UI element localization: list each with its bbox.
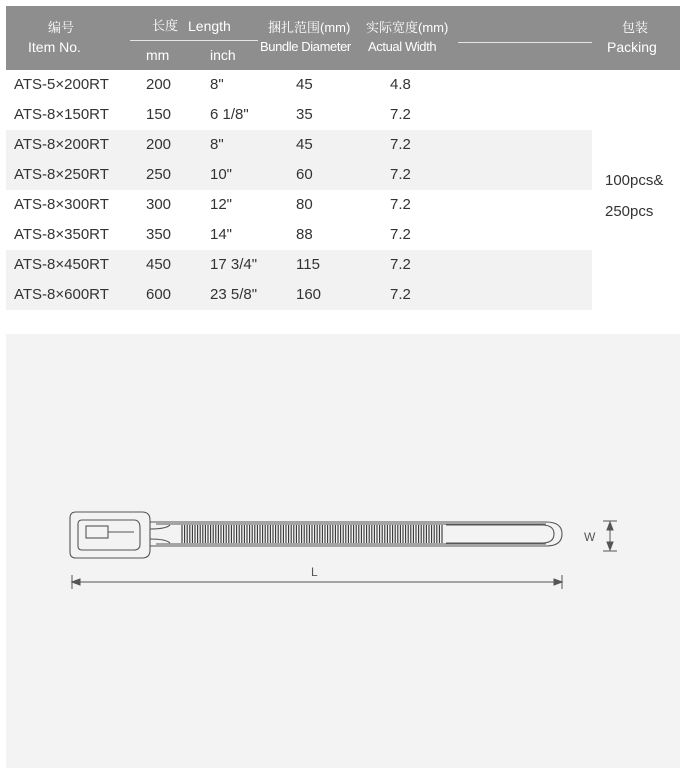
spec-table (6, 70, 680, 310)
length-header-rule (130, 40, 258, 41)
length-mm: 250 (146, 166, 172, 183)
width-arrow-down (607, 542, 613, 550)
table-row (6, 100, 680, 130)
cable-tie-drawing (6, 334, 680, 768)
bundle-diameter: 115 (296, 256, 320, 273)
table-row (6, 130, 680, 160)
actual-width: 7.2 (390, 286, 411, 303)
bundle-diameter: 60 (296, 166, 313, 183)
bundle-diameter: 45 (296, 76, 313, 93)
table-row (6, 190, 680, 220)
header-rule-right (458, 42, 592, 43)
actual-width: 7.2 (390, 136, 411, 153)
table-header (6, 6, 680, 70)
item-number: ATS-8×600RT (14, 286, 109, 303)
item-number: ATS-8×250RT (14, 166, 109, 183)
length-mm: 350 (146, 226, 172, 243)
actual-width: 7.2 (390, 106, 411, 123)
tie-teeth (182, 525, 442, 543)
actual-width: 7.2 (390, 256, 411, 273)
table-row (6, 220, 680, 250)
length-inch: 14" (210, 226, 233, 243)
length-mm: 600 (146, 286, 172, 303)
item-header-cn: 编号 (48, 20, 75, 35)
item-number: ATS-5×200RT (14, 76, 109, 93)
table-row (6, 70, 680, 100)
tie-head-lock (86, 526, 108, 538)
bundle-diameter: 88 (296, 226, 313, 243)
tie-head-slot (78, 520, 140, 550)
tie-strap-neck (150, 525, 170, 543)
length-inch: 12" (210, 196, 233, 213)
length-arrow-left (72, 579, 80, 585)
length-header-cn: 长度 (152, 18, 179, 33)
packing-cell (605, 165, 663, 227)
actual-width: 7.2 (390, 166, 411, 183)
width-header-en: Actual Width (368, 39, 437, 54)
length-inch: 10" (210, 166, 233, 183)
length-inch: 23 5/8" (210, 286, 258, 303)
actual-width: 7.2 (390, 226, 411, 243)
length-unit-inch: inch (210, 47, 236, 63)
table-row (6, 280, 680, 310)
item-number: ATS-8×150RT (14, 106, 109, 123)
width-header-cn: 实际宽度(mm) (366, 20, 449, 35)
length-mm: 200 (146, 136, 172, 153)
packing-line-1: 100pcs& (605, 172, 664, 189)
bundle-diameter: 45 (296, 136, 313, 153)
table-row (6, 250, 680, 280)
length-header-en: Length (188, 18, 231, 34)
tie-tail (446, 525, 554, 543)
length-label: L (311, 565, 318, 579)
width-label: W (584, 530, 596, 544)
item-header-en: Item No. (28, 39, 81, 55)
length-mm: 150 (146, 106, 172, 123)
length-arrow-right (554, 579, 562, 585)
actual-width: 4.8 (390, 76, 411, 93)
packing-header-cn: 包装 (622, 20, 649, 35)
bundle-header-cn: 捆扎范围(mm) (268, 20, 351, 35)
bundle-header-en: Bundle Diameter (260, 39, 351, 54)
length-inch: 6 1/8" (210, 106, 249, 123)
length-mm: 200 (146, 76, 172, 93)
bundle-diameter: 80 (296, 196, 313, 213)
actual-width: 7.2 (390, 196, 411, 213)
length-inch: 8" (210, 76, 224, 93)
item-number: ATS-8×200RT (14, 136, 109, 153)
packing-line-2: 250pcs (605, 203, 654, 220)
table-row (6, 160, 680, 190)
length-inch: 17 3/4" (210, 256, 258, 273)
length-inch: 8" (210, 136, 224, 153)
width-arrow-up (607, 522, 613, 530)
length-mm: 450 (146, 256, 172, 273)
bundle-diameter: 160 (296, 286, 322, 303)
item-number: ATS-8×300RT (14, 196, 109, 213)
length-mm: 300 (146, 196, 172, 213)
item-number: ATS-8×350RT (14, 226, 109, 243)
cable-tie-diagram-panel (6, 334, 680, 768)
item-number: ATS-8×450RT (14, 256, 109, 273)
tie-head (70, 512, 150, 558)
length-unit-mm: mm (146, 47, 170, 63)
bundle-diameter: 35 (296, 106, 313, 123)
packing-header-en: Packing (607, 39, 657, 55)
